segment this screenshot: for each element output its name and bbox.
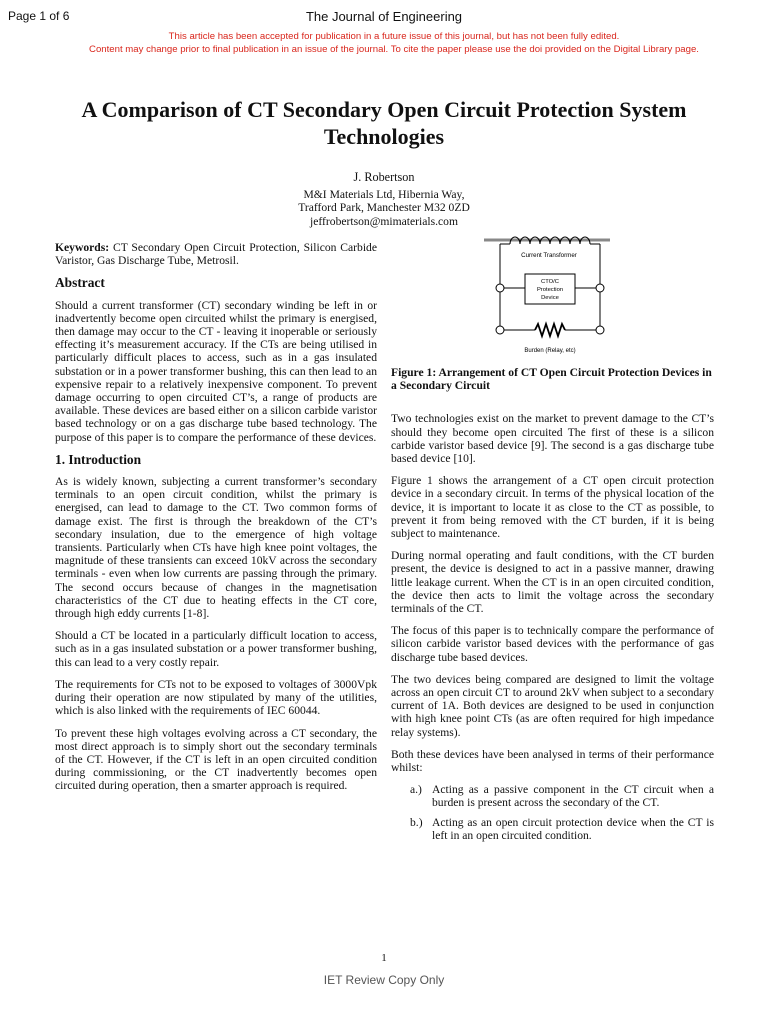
figure-1-caption: Figure 1: Arrangement of CT Open Circuit Protection Devices in a Secondary Circuit [391,366,712,393]
intro-paragraph-3: The requirements for CTs not to be exposed to voltages of 3000Vpk during their operation are now stipulated by many of the utilities, which is also linked with the requirements of IEC 60044. [55,677,377,718]
body-paragraph-5: The two devices being compared are designed to limit the voltage across an open circuit CT to around 2kV when subject to a secondary current of 1A. Both devices are designed to be used in conjunction with high knee point CTs (as are often required for high impedance relay systems). [391,672,714,739]
burden-label: Burden (Relay, etc) [524,348,576,354]
page-indicator: Page 1 of 6 [8,9,70,23]
keywords-label: Keywords: [55,241,110,254]
abstract-text: Should a current transformer (CT) secondary winding be left in or inadvertently become open circuited whilst the primary is energised, then damage may occur to the CT - leaving it inoperable or seriously effecting it’s measurement accuracy. If the CTs are being utilised in particularly difficult places to access, such as in a gas insulated substation or in a power transformer bushing, this can then lead to an expensive repair to a relatively inexpensive component. To prevent damage occurring to open circuited CT’s, a range of products are available. These devices are based either on a silicon carbide varistor based technology or on a gas discharge tube based technology. The purpose of this paper is to compare the performance of these devices. [55,298,377,444]
body-paragraph-3: During normal operating and fault conditions, with the CT burden present, the device is designed to act in a passive manner, drawing little leakage current. When the CT is in an open circuited condition, the device then acts to limit the voltage across the secondary terminals of the CT. [391,549,714,616]
keywords [55,241,377,267]
notice-line-2: Content may change prior to final publication in an issue of the journal. To cite the paper please use the doi provided on the Digital Library page. [89,44,699,55]
device-label-line-1: CTO/C [541,279,559,285]
paper-title [40,96,728,150]
body-paragraph-2: Figure 1 shows the arrangement of a CT open circuit protection device in a secondary circuit. In terms of the physical location of the device, it is important to locate it as close to the CT as possible, to prevent it from being removed with the CT burden, if it is being subject to maintenance. [391,474,714,541]
body-paragraph-1: Two technologies exist on the market to prevent damage to the CT’s should they become open circuited The first of these is a silicon carbide varistor based device [9]. The second is a gas discharge tube based device [10]. [391,412,714,466]
list-item-label: a.) [410,783,422,797]
body-paragraph-6: Both these devices have been analysed in terms of their performance whilst: [391,747,714,775]
introduction-heading: 1. Introduction [55,451,142,467]
device-label-line-3: Device [541,295,559,301]
device-label-line-2: Protection [536,287,564,293]
list-item [391,816,714,842]
author-email: jeffrobertson@mimaterials.com [310,214,458,228]
circuit-svg [460,226,650,360]
journal-name: The Journal of Engineering [305,9,463,24]
intro-paragraph-1: As is widely known, subjecting a current transformer’s secondary terminals to an open circuit condition, whilst the primary is energised, can lead to damage to the CT. Two common forms of damage exist. The first is through the breakdown of the CT’s secondary insulation, due to the emergence of high voltage transients. Particularly when CTs have high knee point voltages, the magnitude of these transients can exceed 10kV across the secondary terminals - even when low currents are passing through the primary. The second occurs because of changes in the magnetisation characteristics of the CT due to heating effects in the CT core, through high eddy currents [1-8]. [55,475,377,621]
publication-notice [60,30,728,56]
burden-resistor-icon [535,324,565,336]
keywords-text: CT Secondary Open Circuit Protection, Silicon Carbide Varistor, Gas Discharge Tube, Metrosil. [55,241,377,268]
review-copy-note: IET Review Copy Only [323,973,445,987]
ct-label: Current Transformer [521,252,577,259]
list-item-text: Acting as an open circuit protection device when the CT is left in an open circuited condition. [432,815,714,842]
author-affiliation [0,188,768,228]
notice-line-1: This article has been accepted for publication in a future issue of this journal, but has not been fully edited. [168,31,620,42]
right-column [391,366,714,848]
list-item-text: Acting as a passive component in the CT circuit when a burden is present across the secondary of the CT. [432,783,714,810]
abstract-heading: Abstract [55,275,105,291]
list-item [391,783,714,809]
intro-paragraph-2: Should a CT be located in a particularly difficult location to access, such as in a gas insulated substation or a power transformer bushing, this can lead to a very costly repair. [55,629,377,669]
title-line-1: A Comparison of CT Secondary Open Circuit Protection System [81,97,687,122]
page-number: 1 [381,952,387,964]
author-name: J. Robertson [353,170,415,184]
left-column [55,241,377,802]
title-line-2: Technologies [323,124,445,149]
figure-1-circuit-diagram [460,226,650,360]
affiliation-line-2: Trafford Park, Manchester M32 0ZD [298,201,470,215]
intro-paragraph-4: To prevent these high voltages evolving across a CT secondary, the most direct approach is to simply short out the secondary terminals of the CT. However, if the CT is left in an open circuited condition during commissioning, or the CT inadvertently becomes open circuited during operation, then a smarter approach is required. [55,726,377,793]
affiliation-line-1: M&I Materials Ltd, Hibernia Way, [303,188,465,201]
body-paragraph-4: The focus of this paper is to technically compare the performance of silicon carbide varistor based devices with the performance of gas discharge tube based devices. [391,624,714,664]
list-item-label: b.) [410,815,423,829]
